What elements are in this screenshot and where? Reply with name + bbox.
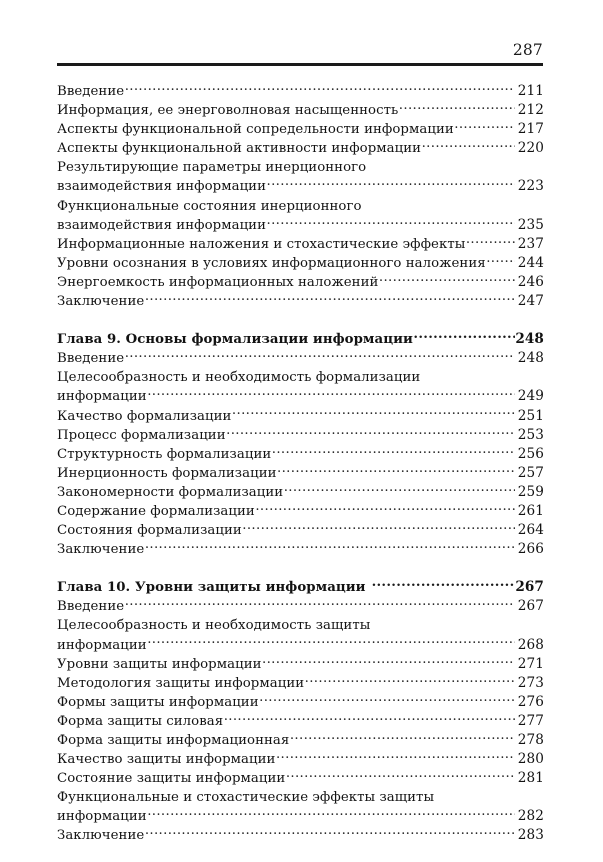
dot-leader (267, 177, 515, 190)
toc-entry-title: Функциональные и стохастические эффекты защиты (57, 790, 435, 806)
dot-leader (145, 292, 515, 305)
toc-entry-page-number: 248 (517, 350, 544, 367)
toc-entry-title: Аспекты функциональной сопредельности информации (57, 122, 454, 138)
toc-entry-page-number: 247 (517, 293, 544, 310)
dot-leader (305, 674, 515, 687)
toc-entry[interactable] (57, 158, 544, 177)
dot-leader (267, 216, 515, 229)
toc-entry-page-number: 266 (517, 541, 544, 558)
toc-entry[interactable] (57, 101, 544, 120)
toc-entry-title: Заключение (57, 828, 145, 844)
dot-leader (125, 82, 515, 95)
toc-entry-title: информации (57, 637, 147, 653)
toc-entry-page-number: 237 (517, 235, 544, 252)
toc-entry[interactable] (57, 235, 544, 254)
dot-leader (372, 578, 515, 591)
dot-leader (486, 254, 514, 267)
toc-entry[interactable] (57, 769, 544, 788)
toc-entry-title: Введение (57, 351, 125, 367)
dot-leader (147, 387, 514, 400)
folio-page-number: 287 (512, 41, 543, 59)
toc-entry-title: Состояния формализации (57, 523, 242, 539)
toc-entry-title: информации (57, 389, 147, 405)
toc-entry-title: Заключение (57, 542, 145, 558)
toc-entry[interactable] (57, 387, 544, 406)
toc-entry-page-number: 257 (517, 464, 544, 481)
toc-entry-title: Форма защиты силовая (57, 713, 224, 729)
toc-entry[interactable] (57, 349, 544, 368)
toc-entry-page-number: 271 (517, 655, 544, 672)
toc-entry-title: Информация, ее энерговолновая насыщенность (57, 103, 399, 119)
toc-entry-page-number: 211 (517, 83, 544, 99)
toc-entry-page-number: 280 (517, 751, 544, 768)
toc-entry-title: Функциональные состояния инерционного (57, 198, 362, 214)
toc-entry[interactable] (57, 788, 544, 807)
dot-leader (147, 807, 514, 820)
toc-entry-title: Инерционность формализации (57, 465, 277, 481)
toc-entry-title: Уровни защиты информации (57, 656, 262, 672)
toc-entry[interactable] (57, 197, 544, 216)
toc-entry-page-number: 259 (517, 483, 544, 500)
toc-chapter-entry[interactable] (57, 578, 544, 597)
toc-entry[interactable] (57, 273, 544, 292)
toc-entry-page-number: 278 (517, 732, 544, 748)
toc-entry[interactable] (57, 254, 544, 273)
toc-entry-title: Глава 10. Уровни защиты информации (57, 580, 366, 596)
toc-entry-page-number: 212 (517, 102, 544, 119)
toc-entry[interactable] (57, 616, 544, 635)
toc-entry[interactable] (57, 464, 544, 483)
toc-entry-page-number: 267 (517, 598, 544, 615)
toc-entry-page-number: 261 (517, 502, 544, 519)
toc-entry-page-number: 268 (517, 636, 544, 653)
dot-leader (224, 712, 515, 725)
dot-leader (262, 655, 514, 668)
toc-entry-page-number: 244 (517, 254, 544, 271)
toc-entry[interactable] (57, 540, 544, 559)
toc-entry[interactable] (57, 731, 544, 750)
toc-entry[interactable] (57, 750, 544, 769)
dot-leader (147, 636, 514, 649)
toc-entry-title: Аспекты функциональной активности информации (57, 141, 422, 157)
toc-entry[interactable] (57, 502, 544, 521)
toc-entry[interactable] (57, 636, 544, 655)
toc-entry-title: Уровни осознания в условиях информационного наложения (57, 255, 486, 271)
toc-entry-title: Методология защиты информации (57, 675, 305, 691)
toc-entry-title: Целесообразность и необходимость формализации (57, 370, 421, 386)
toc-entry-title: Содержание формализации (57, 503, 255, 519)
toc-entry-page-number: 249 (517, 388, 544, 405)
toc-entry[interactable] (57, 292, 544, 311)
header-rule (57, 63, 543, 66)
toc-entry-page-number: 251 (517, 407, 544, 424)
toc-entry-page-number: 273 (517, 674, 544, 691)
toc-entry[interactable] (57, 674, 544, 693)
dot-leader (284, 483, 515, 496)
toc-entry-title: Состояние защиты информации (57, 771, 286, 787)
toc-entry-page-number: 248 (515, 331, 544, 348)
toc-entry[interactable] (57, 597, 544, 616)
toc-entry[interactable] (57, 807, 544, 826)
toc-entry-title: Заключение (57, 294, 145, 310)
toc-entry-title: Качество защиты информации (57, 752, 276, 768)
toc-entry[interactable] (57, 177, 544, 196)
toc-entry-page-number: 283 (517, 827, 544, 844)
toc-entry-title: Форма защиты информационная (57, 733, 290, 748)
toc-entry-title: взаимодействия информации (57, 217, 267, 233)
toc-entry[interactable] (57, 521, 544, 540)
toc-entry-title: Целесообразность и необходимость защиты (57, 618, 371, 634)
dot-leader (277, 464, 514, 477)
dot-leader (454, 120, 514, 133)
page-header (57, 40, 543, 66)
toc-entry-page-number: 223 (517, 178, 544, 195)
dot-leader (435, 788, 544, 801)
dot-leader (145, 540, 515, 553)
toc-entry[interactable] (57, 426, 544, 445)
dot-leader (422, 139, 515, 152)
toc-entry-page-number: 282 (517, 808, 544, 825)
dot-leader (232, 407, 515, 420)
dot-leader (466, 235, 515, 248)
toc-entry-page-number: 253 (517, 426, 544, 443)
dot-leader (125, 349, 515, 362)
toc-entry-page-number: 276 (517, 693, 544, 710)
toc-entry-title: Энергоемкость информационных наложений (57, 274, 379, 290)
dot-leader (367, 158, 544, 171)
toc-entry[interactable] (57, 445, 544, 464)
dot-leader (226, 426, 514, 439)
toc-entry[interactable] (57, 368, 544, 387)
toc-entry[interactable] (57, 82, 544, 101)
dot-leader (290, 731, 515, 744)
toc-entry[interactable] (57, 826, 544, 845)
toc-entry-title: Глава 9. Основы формализации информации (57, 332, 413, 348)
toc-entry-title: Введение (57, 599, 125, 615)
dot-leader (362, 197, 543, 210)
toc-entry[interactable] (57, 693, 544, 712)
toc-entry-page-number: 220 (517, 140, 544, 157)
toc-entry-page-number: 246 (517, 273, 544, 290)
toc-entry-page-number: 217 (517, 121, 544, 138)
dot-leader (272, 445, 515, 458)
toc-entry-title: Закономерности формализации (57, 484, 284, 500)
toc-entry-title: Введение (57, 84, 125, 99)
toc-entry[interactable] (57, 483, 544, 502)
toc-entry-page-number: 256 (517, 445, 544, 462)
toc-entry-title: Качество формализации (57, 408, 232, 424)
toc-entry-title: взаимодействия информации (57, 179, 267, 195)
dot-leader (413, 330, 514, 343)
dot-leader (145, 826, 515, 839)
toc-entry-page-number: 235 (517, 216, 544, 233)
toc-entry-title: Процесс формализации (57, 427, 226, 443)
toc-entry[interactable] (57, 407, 544, 426)
dot-leader (242, 521, 514, 534)
dot-leader (371, 616, 544, 629)
toc-entry[interactable] (57, 139, 544, 158)
toc-entry[interactable] (57, 712, 544, 731)
toc-entry-page-number: 281 (517, 770, 544, 787)
dot-leader (379, 273, 515, 286)
toc-entry-title: Формы защиты информации (57, 694, 259, 710)
dot-leader (276, 750, 515, 763)
toc-entry-title: Информационные наложения и стохастические эффекты (57, 236, 466, 252)
dot-leader (259, 693, 514, 706)
toc-entry-page-number: 267 (515, 579, 544, 596)
toc-entry-title: информации (57, 809, 147, 825)
dot-leader (399, 101, 515, 114)
toc-entry[interactable] (57, 120, 544, 139)
dot-leader (421, 368, 544, 381)
toc-entry-list (57, 82, 544, 846)
toc-entry[interactable] (57, 216, 544, 235)
toc-entry-title: Структурность формализации (57, 446, 272, 462)
toc-entry-title: Результирующие параметры инерционного (57, 160, 367, 176)
toc-chapter-entry[interactable] (57, 330, 544, 349)
dot-leader (286, 769, 515, 782)
toc-entry[interactable] (57, 655, 544, 674)
dot-leader (255, 502, 514, 515)
toc-entry-page-number: 264 (517, 522, 544, 539)
dot-leader (125, 597, 515, 610)
toc-entry-page-number: 277 (517, 712, 544, 729)
